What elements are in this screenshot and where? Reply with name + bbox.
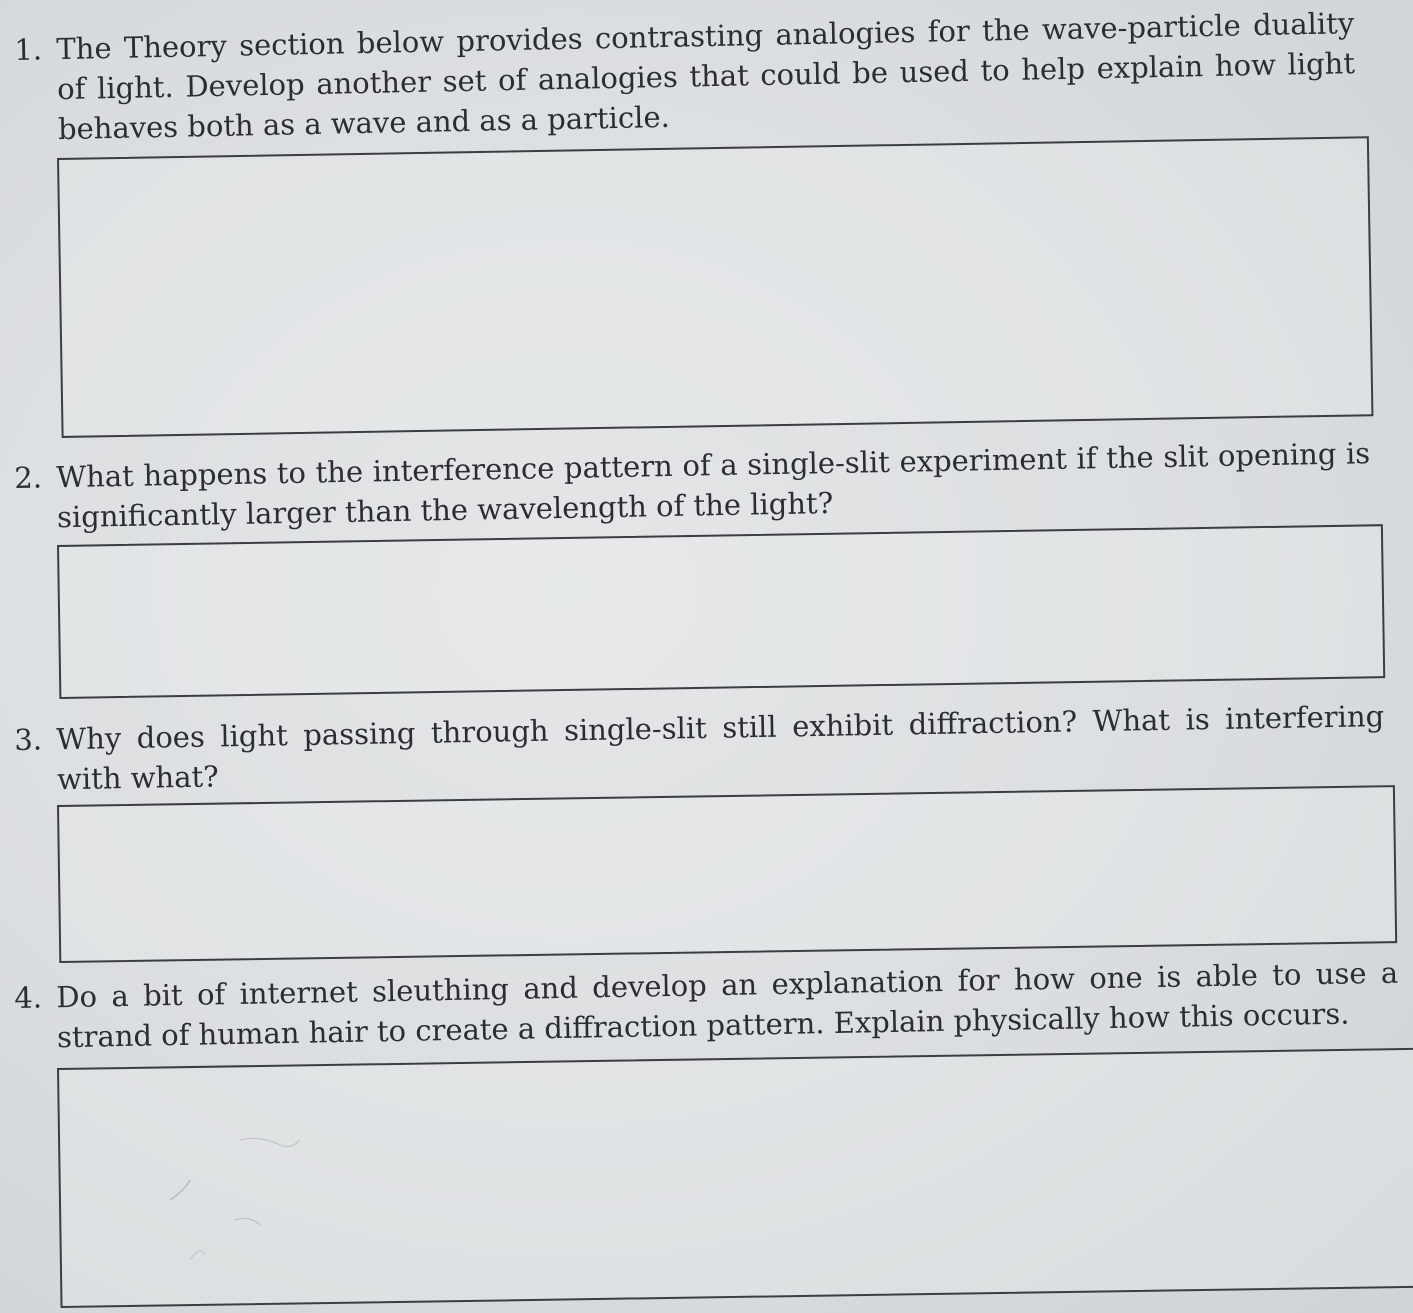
faint-pencil-marks	[150, 1120, 350, 1280]
question-4	[14, 953, 1399, 1058]
answer-box-2[interactable]	[57, 524, 1385, 699]
question-2-text: What happens to the interference pattern of a single-slit experiment if the slit opening is significantly larger than the wavelength of the light?	[56, 436, 1371, 535]
question-1-text: The Theory section below provides contrasting analogies for the wave-particle duality of light. Develop another set of analogies that could be used to help explain how light behaves both as a wave and as a particle.	[56, 6, 1356, 147]
question-3-number: 3.	[14, 722, 43, 757]
question-2-number: 2.	[14, 460, 43, 495]
question-3-text: Why does light passing through single-slit still exhibit diffraction? What is interfering with what?	[56, 699, 1385, 797]
answer-box-3[interactable]	[57, 785, 1397, 963]
answer-box-1[interactable]	[57, 136, 1373, 438]
question-1-number: 1.	[14, 32, 43, 67]
question-4-number: 4.	[14, 980, 43, 1015]
question-1	[14, 3, 1356, 150]
question-3	[14, 696, 1385, 800]
question-4-text: Do a bit of internet sleuthing and develop an explanation for how one is able to use a strand of human hair to create a diffraction pattern. Explain physically how this occurs.	[56, 955, 1399, 1055]
question-2	[14, 433, 1371, 538]
